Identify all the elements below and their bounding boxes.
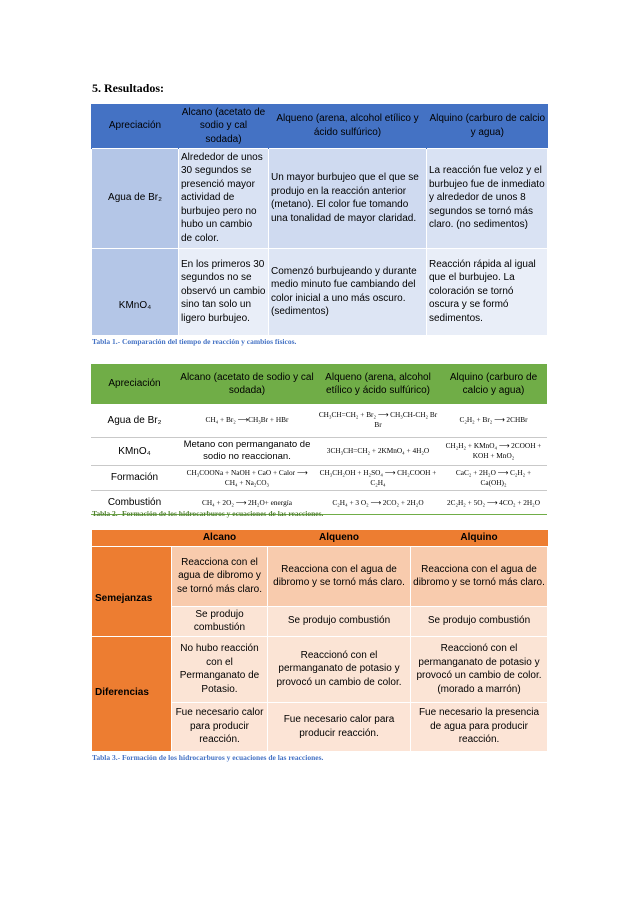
- table-cell: Un mayor burbujeo que el que se produjo en la reacción anterior (metano). El color fue tomando una tonalidad de mayor claridad.: [269, 148, 427, 248]
- table-row: [92, 248, 548, 335]
- table-cell: En los primeros 30 segundos no se observó un cambio sino tan solo un ligero burbujeo.: [179, 248, 269, 335]
- table-cell: Reacciona con el agua de dibromo y se tornó más claro.: [411, 546, 548, 606]
- table-ecuaciones: [91, 364, 547, 515]
- equation-cell: CH₂H₂ + KMnO₄ ⟶ 2COOH + KOH + MnO₂: [440, 437, 547, 466]
- header-cell: Apreciación: [91, 364, 178, 404]
- table-cell: Fue necesario calor para producir reacción.: [172, 702, 268, 751]
- header-cell: Alquino (carburo de calcio y agua): [440, 364, 547, 404]
- row-label: Agua de Br₂: [91, 404, 178, 437]
- row-label: KMnO₄: [92, 248, 179, 335]
- table-header-row: [92, 530, 548, 546]
- equation-cell: CH₃COONa + NaOH + CaO + Calor ⟶ CH₄ + Na₂CO₃: [178, 466, 316, 491]
- table-cell: Reacciona con el agua de dibromo y se tornó más claro.: [268, 546, 411, 606]
- equation-cell: 3CH₃CH=CH₂ + 2KMnO₄ + 4H₂O: [316, 437, 440, 466]
- header-cell: Alquino: [411, 530, 548, 546]
- row-label: KMnO₄: [91, 437, 178, 466]
- table-row: [91, 404, 547, 437]
- table-header-row: [91, 364, 547, 404]
- equation-cell: CaC₂ + 2H₂O ⟶ C₂H₂ + Ca(OH)₂: [440, 466, 547, 491]
- table-row: [92, 148, 548, 248]
- table-cell: Se produjo combustión: [172, 606, 268, 636]
- equation-cell: C₂H₄ + 3 O₂ ⟶ 2CO₂ + 2H₂O: [316, 491, 440, 515]
- header-cell: Alqueno (arena, alcohol etílico y ácido sulfúrico): [269, 104, 427, 148]
- table-cell: La reacción fue veloz y el burbujeo fue de inmediato y alrededor de unos 8 segundos se tornó más claro. (no sedimentos): [427, 148, 548, 248]
- table-row: [92, 636, 548, 702]
- table-cell: Reacción rápida al igual que el burbujeo. La coloración se tornó oscura y se formó sedimentos.: [427, 248, 548, 335]
- header-cell: Alcano: [172, 530, 268, 546]
- table-cell: Reaccionó con el permanganato de potasio y provocó un cambio de color. (morado a marrón): [411, 636, 548, 702]
- table-cell: No hubo reacción con el Permanganato de Potasio.: [172, 636, 268, 702]
- header-cell: Alqueno (arena, alcohol etílico y ácido sulfúrico): [316, 364, 440, 404]
- equation-cell: C₂H₂ + Br₂ ⟶ 2CHBr: [440, 404, 547, 437]
- row-label: Formación: [91, 466, 178, 491]
- section-title: 5. Resultados:: [92, 81, 165, 95]
- equation-cell: CH₄ + Br₂ ⟶CH₃Br + HBr: [178, 404, 316, 437]
- table-cell: Se produjo combustión: [411, 606, 548, 636]
- table-cell: Fue necesario la presencia de agua para producir reacción.: [411, 702, 548, 751]
- table-caption: Tabla 3.- Formación de los hidrocarburos y ecuaciones de las reacciones.: [92, 753, 324, 762]
- table-cell: Comenzó burbujeando y durante medio minuto fue cambiando del color inicial a uno más oscuro. (sedimentos): [269, 248, 427, 335]
- table-caption: Tabla 1.- Comparación del tiempo de reacción y cambios físicos.: [92, 337, 297, 346]
- table-caption: Tabla 2.- Formación de los hidrocarburos y ecuaciones de las reacciones.: [92, 509, 324, 518]
- header-cell: Alcano (acetato de sodio y cal sodada): [178, 364, 316, 404]
- header-cell: Alquino (carburo de calcio y agua): [427, 104, 548, 148]
- table-semejanzas-diferencias: [91, 530, 548, 752]
- table-cell: Reaccionó con el permanganato de potasio y provocó un cambio de color.: [268, 636, 411, 702]
- equation-cell: CH₃CH=CH₂ + Br₂ ⟶ CH₃CH-CH₂ Br Br: [316, 404, 440, 437]
- header-cell: [92, 530, 172, 546]
- table-cell: Alrededor de unos 30 segundos se presenció mayor actividad de burbujeo pero no hubo un cambio de color.: [179, 148, 269, 248]
- row-label: Agua de Br₂: [92, 148, 179, 248]
- header-cell: Alcano (acetato de sodio y cal sodada): [179, 104, 269, 148]
- table-row: [91, 437, 547, 466]
- equation-cell: 2C₂H₂ + 5O₂ ⟶ 4CO₂ + 2H₂O: [440, 491, 547, 515]
- table-cell: Fue necesario calor para producir reacción.: [268, 702, 411, 751]
- table-header-row: [92, 104, 548, 148]
- equation-cell: CH₄ + 2O₂ ⟶ 2H₂O+ energía: [178, 491, 316, 515]
- row-label-semejanzas: Semejanzas: [92, 546, 172, 636]
- row-label-diferencias: Diferencias: [92, 636, 172, 751]
- header-cell: Apreciación: [92, 104, 179, 148]
- header-cell: Alqueno: [268, 530, 411, 546]
- table-cell: Metano con permanganato de sodio no reaccionan.: [178, 437, 316, 466]
- table-cell: Reacciona con el agua de dibromo y se tornó más claro.: [172, 546, 268, 606]
- table-comparacion: [91, 104, 548, 336]
- table-row: [91, 466, 547, 491]
- table-row: [92, 546, 548, 606]
- equation-cell: CH₃CH₂OH + H₂SO₄ ⟶ CH₂COOH + C₂H₄: [316, 466, 440, 491]
- row-label: Combustión: [91, 491, 178, 515]
- table-cell: Se produjo combustión: [268, 606, 411, 636]
